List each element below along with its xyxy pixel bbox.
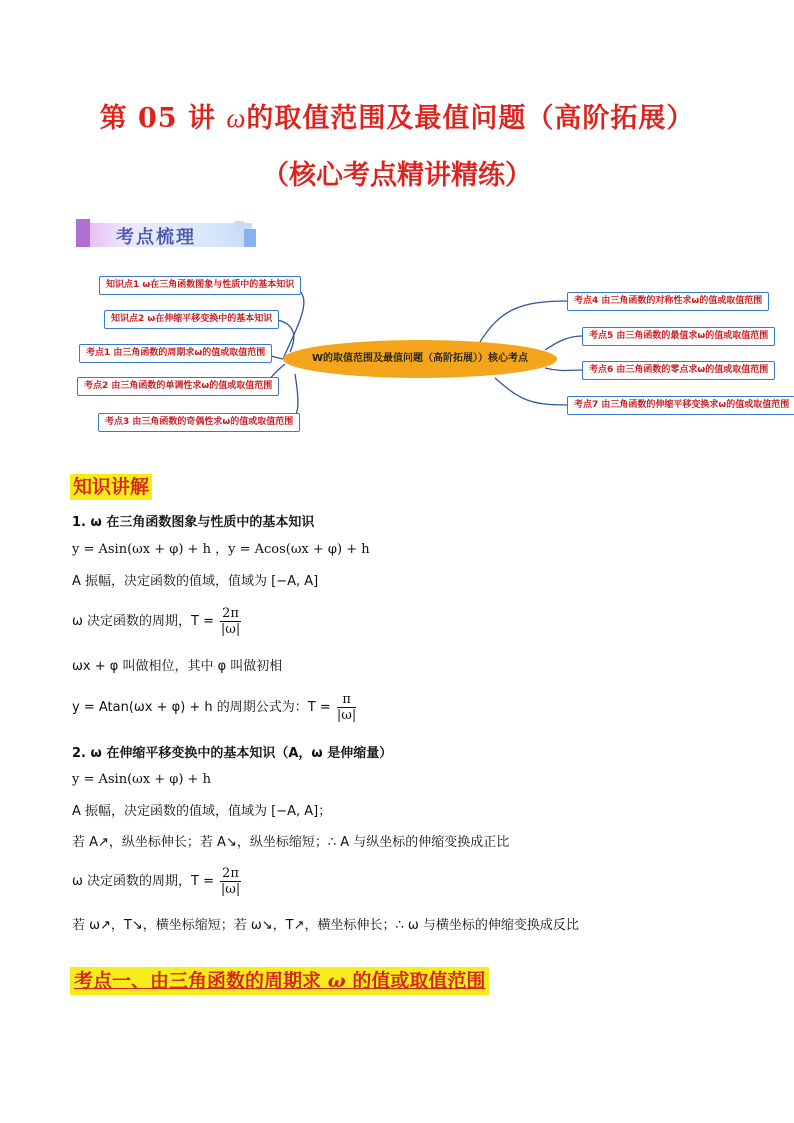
document-title xyxy=(0,96,794,135)
s1-period xyxy=(72,606,241,637)
mind-map-node-k1[interactable]: 知识点1 ω在三角函数图象与性质中的基本知识 xyxy=(99,276,301,295)
title-prefix: 第 05 讲 xyxy=(99,103,216,134)
section-heading-1 xyxy=(70,967,489,995)
mind-map-node-c7[interactable]: 考点7 由三角函数的伸缩平移变换求ω的值或取值范围 xyxy=(567,396,794,415)
title-omega: ω xyxy=(226,103,247,133)
knowledge-heading: 知识讲解 xyxy=(70,474,152,500)
s1-period-num: 2π xyxy=(222,606,239,621)
s1-period-den: |ω| xyxy=(220,622,241,637)
mind-map-center[interactable]: W的取值范围及最值问题（高阶拓展））核心考点 xyxy=(283,340,557,378)
document-subtitle: （核心考点精讲精练） xyxy=(262,160,532,191)
s1-period-fraction xyxy=(220,606,241,637)
mind-map-node-c1[interactable]: 考点1 由三角函数的周期求ω的值或取值范围 xyxy=(79,344,272,363)
mind-map-node-c5[interactable]: 考点5 由三角函数的最值求ω的值或取值范围 xyxy=(582,327,775,346)
section-heading-omega: ω xyxy=(327,970,346,992)
s2-omega-change: 若 ω↗，T↘，横坐标缩短；若 ω↘，T↗，横坐标伸长；∴ ω 与横坐标的伸缩变换成反比 xyxy=(72,918,579,933)
mind-map-node-c3[interactable]: 考点3 由三角函数的奇偶性求ω的值或取值范围 xyxy=(98,413,300,432)
mind-map-node-c2[interactable]: 考点2 由三角函数的单调性求ω的值或取值范围 xyxy=(77,377,279,396)
banner-label: 考点梳理 xyxy=(116,227,196,248)
s1-amplitude: A 振幅，决定函数的值域，值域为 [−A, A] xyxy=(72,574,319,589)
s1-tan-fraction xyxy=(337,692,356,723)
s2-period-fraction xyxy=(220,866,241,897)
s1-tan-den: |ω| xyxy=(336,708,357,723)
s1-tan-num: π xyxy=(337,692,356,708)
mind-map xyxy=(0,260,794,440)
s2-period xyxy=(72,866,241,897)
section-banner xyxy=(76,219,262,251)
title-suffix: 的取值范围及最值问题（高阶拓展） xyxy=(246,103,695,134)
s1-formula: y = Asin(ωx + φ) + h ，y = Acos(ωx + φ) + h xyxy=(72,542,370,557)
banner-square-small xyxy=(234,221,244,233)
mind-map-node-c6[interactable]: 考点6 由三角函数的零点求ω的值或取值范围 xyxy=(582,361,775,380)
section-heading-suffix: 的值或取值范围 xyxy=(345,970,486,992)
mind-map-node-k2[interactable]: 知识点2 ω在伸缩平移变换中的基本知识 xyxy=(104,310,279,329)
s1-phase: ωx + φ 叫做相位，其中 φ 叫做初相 xyxy=(72,659,283,674)
section-heading-prefix: 考点一、由三角函数的周期求 xyxy=(74,970,328,992)
s1-title: 1. ω 在三角函数图象与性质中的基本知识 xyxy=(72,515,315,530)
s2-period-num: 2π xyxy=(222,866,239,881)
s1-tan xyxy=(72,692,356,723)
s2-amplitude: A 振幅，决定函数的值域，值域为 [−A, A]； xyxy=(72,804,332,819)
s2-period-den: |ω| xyxy=(220,882,241,897)
banner-square-right xyxy=(244,229,256,247)
banner-square-left xyxy=(76,219,90,247)
s2-title: 2. ω 在伸缩平移变换中的基本知识（A，ω 是伸缩量） xyxy=(72,746,393,761)
s2-period-text: ω 决定函数的周期，T = xyxy=(72,874,214,889)
s1-period-text: ω 决定函数的周期，T = xyxy=(72,614,214,629)
mind-map-node-c4[interactable]: 考点4 由三角函数的对称性求ω的值或取值范围 xyxy=(567,292,769,311)
s2-formula: y = Asin(ωx + φ) + h xyxy=(72,772,211,787)
s1-tan-text: y = Atan(ωx + φ) + h 的周期公式为：T = xyxy=(72,700,331,715)
s2-amplitude-change: 若 A↗，纵坐标伸长；若 A↘，纵坐标缩短；∴ A 与纵坐标的伸缩变换成正比 xyxy=(72,835,510,850)
